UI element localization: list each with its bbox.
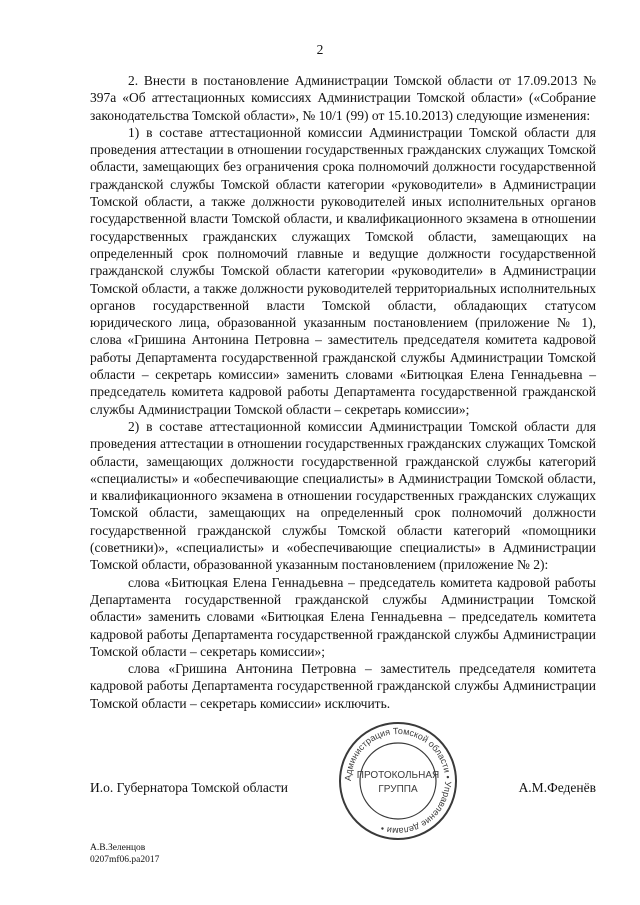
signatory-title: И.о. Губернатора Томской области (90, 780, 288, 795)
page-number: 2 (316, 42, 324, 57)
document-body (90, 72, 596, 712)
stamp-line-1: ПРОТОКОЛЬНАЯ (356, 770, 440, 781)
paragraph-item-2: 2. Внести в постановление Администрации Томской области от 17.09.2013 № 397а «Об аттестационных комиссиях Администрации Томской области» («Собрание законодательства Томской области», № 10/1 (99) от 15.10.2013) следующие изменения: (90, 73, 596, 123)
author-initials: А.В.Зеленцов (90, 843, 146, 853)
stamp-line-2: ГРУППА (378, 784, 418, 795)
paragraph-words-exclude: слова «Гришина Антонина Петровна – заместитель председателя комитета кадровой работы Департамента государственной гражданской службы Администрации Томской области – секретарь комиссии» исключить. (90, 661, 596, 711)
footer-block (90, 842, 159, 866)
paragraph-subitem-2: 2) в составе аттестационной комиссии Администрации Томской области для проведения аттестации в отношении государственных гражданских служащих Томской области, замещающих должности государственной гражданской службы категорий «специалисты» и «обеспечивающие специалисты» в Администрации Томской области, и квалификационного экзамена в отношении государственных гражданских служащих Томской области, замещающих на определенный срок полномочий должности государственной гражданской службы Томской области категорий «помощники (советники)», «специалисты» и «обеспечивающие специалисты» в Администрации Томской области, образованной указанным постановлением (приложение № 2): (90, 418, 596, 573)
paragraph-words-replace: слова «Битюцкая Елена Геннадьевна – председатель комитета кадровой работы Департамента государственной гражданской службы Администрации Томской области» заменить словами «Битюцкая Елена Геннадьевна – председатель комитета кадровой работы Департамента государственной гражданской службы Администрации Томской области – секретарь комиссии»; (90, 574, 596, 659)
document-code: 0207mf06.ра2017 (90, 855, 160, 865)
protocol-group-stamp (337, 720, 459, 842)
stamp-ring-text: Администрация Томской области • Управление делами • (342, 725, 454, 837)
paragraph-subitem-1: 1) в составе аттестационной комиссии Администрации Томской области для проведения аттестации в отношении государственных гражданских служащих Томской области, замещающих без ограничения срока полномочий должности государственной гражданской службы Томской области категории «руководители» в Администрации Томской области, а также должности руководителей иных исполнительных органов государственной власти Томской области, и квалификационного экзамена в отношении государственных гражданских служащих Томской области, замещающих на определенный срок полномочий главные и ведущие должности государственной гражданской службы Томской области категории «руководители» в Администрации Томской области, а также должности руководителей территориальных исполнительных органов государственной власти Томской области, обладающих статусом юридического лица, образованной указанным постановлением (приложение № 1), слова «Гришина Антонина Петровна – заместитель председателя комитета кадровой работы Департамента государственной гражданской службы Администрации Томской области – секретарь комиссии» заменить словами «Битюцкая Елена Геннадьевна – председатель комитета кадровой работы Департамента государственной гражданской службы Администрации Томской области – секретарь комиссии»; (90, 124, 596, 417)
signatory-name: А.М.Феденёв (518, 780, 596, 795)
